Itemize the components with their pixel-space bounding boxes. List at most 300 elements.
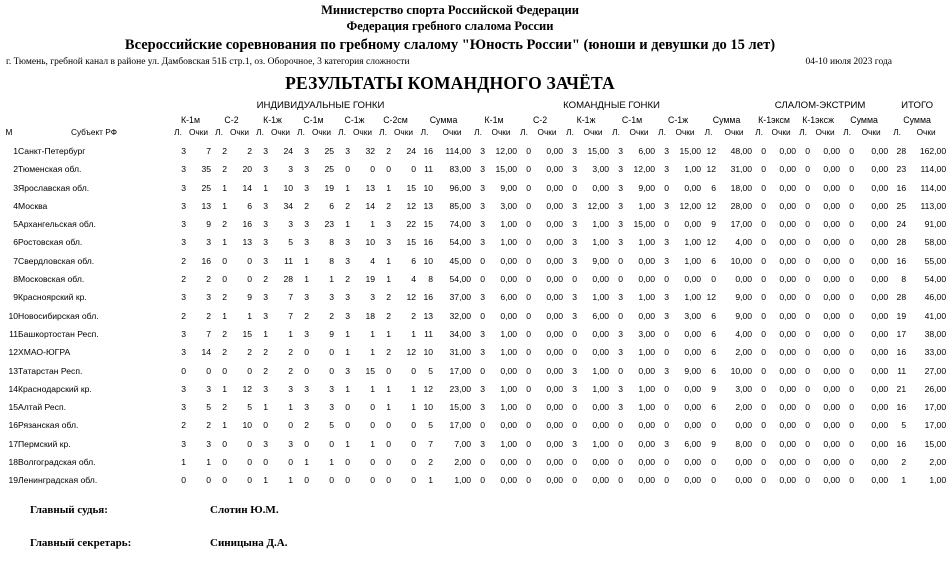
cell-individual: 0 xyxy=(206,475,211,486)
cell-individual-sum: 11 xyxy=(424,164,433,175)
cell-extreme: 0 xyxy=(805,200,811,211)
cell-individual: 0 xyxy=(222,457,227,468)
cell-extreme-sum: 0 xyxy=(849,182,855,193)
cell-individual-sum: 37,00 xyxy=(449,292,472,303)
cell-total: 91,00 xyxy=(924,219,946,230)
cell-individual: 2 xyxy=(304,420,309,431)
table-row xyxy=(0,142,946,160)
cell-individual: 6 xyxy=(411,255,416,266)
cell-individual: 3 xyxy=(304,146,309,156)
sub-l-1: Л. xyxy=(174,127,182,137)
cell-team-sum: 0,00 xyxy=(735,475,753,486)
cell-extreme: 0 xyxy=(805,237,811,248)
cell-team: 0,00 xyxy=(638,365,656,376)
cell-extreme: 0,00 xyxy=(779,365,797,376)
cell-extreme: 0,00 xyxy=(823,328,841,339)
cell-extreme: 0 xyxy=(761,164,767,175)
cell-team-sum: 12 xyxy=(706,146,717,156)
cell-team: 0 xyxy=(526,365,532,376)
cell-total: 41,00 xyxy=(924,310,946,321)
cell-team-sum: 6 xyxy=(711,402,717,413)
cell-team: 0,00 xyxy=(592,328,610,339)
cell-extreme-sum: 0 xyxy=(849,164,855,175)
cell-individual: 2 xyxy=(304,310,309,321)
cell-extreme-sum: 0 xyxy=(849,328,855,339)
sub-pts-16: Очки xyxy=(861,127,881,137)
cell-individual: 0 xyxy=(386,438,391,449)
sub-l-14: Л. xyxy=(755,127,763,137)
cell-team: 0 xyxy=(480,310,486,321)
cell-team-sum: 0,00 xyxy=(735,420,753,431)
cell-extreme-sum: 0,00 xyxy=(871,237,889,248)
cell-individual: 1 xyxy=(288,328,293,339)
document-header xyxy=(0,0,900,56)
row-rank: 13 xyxy=(8,365,18,376)
cell-team: 1,00 xyxy=(684,237,702,248)
cell-team: 0,00 xyxy=(592,274,610,285)
cell-team: 0 xyxy=(526,328,532,339)
row-rank: 12 xyxy=(8,347,18,358)
cell-individual-sum: 17,00 xyxy=(449,365,472,376)
cell-team: 3 xyxy=(618,146,624,156)
cell-individual: 0 xyxy=(329,475,334,486)
cell-individual: 9 xyxy=(329,328,334,339)
cell-individual: 0 xyxy=(222,475,227,486)
cell-individual: 0 xyxy=(263,457,268,468)
cell-extreme: 0 xyxy=(761,328,767,339)
cell-individual: 16 xyxy=(201,255,211,266)
cell-team: 0,00 xyxy=(546,310,564,321)
cell-individual: 1 xyxy=(222,237,227,248)
table-row xyxy=(0,252,946,270)
cell-team-sum: 12 xyxy=(706,164,717,175)
discipline-team-c1zh: С-1ж xyxy=(668,115,689,125)
cell-extreme: 0 xyxy=(761,200,767,211)
cell-extreme: 0,00 xyxy=(779,475,797,486)
cell-team: 0,00 xyxy=(500,457,518,468)
cell-individual: 3 xyxy=(329,292,334,303)
cell-team: 3 xyxy=(618,383,624,394)
cell-individual: 2 xyxy=(345,200,350,211)
cell-total: 8 xyxy=(901,274,907,285)
cell-total: 1,00 xyxy=(929,475,946,486)
cell-individual: 3 xyxy=(181,146,186,156)
event-title: Всероссийские соревнования по гребному слалому "Юность России" (юноши и девушки до 15 лет) xyxy=(124,37,776,53)
discipline-team-c2: С-2 xyxy=(532,115,548,125)
cell-individual-sum: 17,00 xyxy=(449,420,472,431)
cell-individual: 5 xyxy=(206,402,211,413)
cell-total: 16 xyxy=(896,438,907,449)
cell-team: 0 xyxy=(618,475,624,486)
cell-team: 12,00 xyxy=(679,200,702,211)
discipline-total-sum: Сумма xyxy=(903,115,931,125)
cell-individual: 3 xyxy=(370,292,375,303)
sub-pts-10: Очки xyxy=(583,127,603,137)
cell-individual: 23 xyxy=(324,219,334,230)
cell-extreme: 0,00 xyxy=(823,237,841,248)
cell-team: 0 xyxy=(664,328,670,339)
cell-individual-sum: 83,00 xyxy=(449,164,472,175)
cell-team: 0 xyxy=(526,402,532,413)
cell-individual: 3 xyxy=(263,146,268,156)
sub-pts-13: Очки xyxy=(724,127,744,137)
cell-individual: 0 xyxy=(181,475,186,486)
table-row xyxy=(0,179,946,197)
cell-team: 3 xyxy=(618,402,624,413)
cell-extreme: 0 xyxy=(805,164,811,175)
cell-individual: 0 xyxy=(345,475,350,486)
cell-team: 1,00 xyxy=(500,347,518,358)
cell-individual: 13 xyxy=(365,182,375,193)
cell-team: 9,00 xyxy=(500,182,518,193)
cell-extreme-sum: 0 xyxy=(849,402,855,413)
cell-individual: 0 xyxy=(345,402,350,413)
cell-team: 0,00 xyxy=(684,402,702,413)
row-region: Ленинградская обл. xyxy=(18,475,98,486)
cell-individual-sum: 54,00 xyxy=(449,237,472,248)
cell-individual-sum: 15 xyxy=(423,219,433,230)
cell-team: 0,00 xyxy=(638,310,656,321)
cell-extreme-sum: 0,00 xyxy=(871,457,889,468)
cell-extreme: 0 xyxy=(761,310,767,321)
cell-team: 3 xyxy=(572,255,578,266)
cell-extreme-sum: 0 xyxy=(849,200,855,211)
cell-individual: 0 xyxy=(345,420,350,431)
cell-individual: 19 xyxy=(324,182,334,193)
cell-team-sum: 12 xyxy=(706,200,717,211)
cell-extreme: 0,00 xyxy=(779,402,797,413)
cell-total: 1 xyxy=(901,475,907,486)
cell-total: 25 xyxy=(896,200,907,211)
cell-team: 12,00 xyxy=(633,164,656,175)
cell-individual: 1 xyxy=(345,182,350,193)
row-region: Татарстан Респ. xyxy=(18,365,83,376)
table-row xyxy=(0,160,946,178)
cell-individual: 0 xyxy=(263,420,268,431)
discipline-ext-k1ekszh: К-1эксж xyxy=(802,115,834,125)
cell-individual: 2 xyxy=(222,347,227,358)
cell-individual: 3 xyxy=(263,438,268,449)
cell-individual: 3 xyxy=(288,438,293,449)
sub-l-2: Л. xyxy=(215,127,223,137)
cell-extreme-sum: 0 xyxy=(849,457,855,468)
cell-individual: 0 xyxy=(247,255,252,266)
cell-individual: 1 xyxy=(370,383,375,394)
cell-team: 6,00 xyxy=(684,438,702,449)
row-region: Новосибирская обл. xyxy=(18,310,99,321)
cell-team: 3 xyxy=(664,255,670,266)
cell-team: 1,00 xyxy=(638,402,656,413)
cell-individual: 15 xyxy=(365,365,375,376)
cell-extreme-sum: 0 xyxy=(849,146,855,156)
cell-individual-sum: 15,00 xyxy=(449,402,472,413)
row-rank: 10 xyxy=(8,310,18,321)
cell-team-sum: 48,00 xyxy=(730,146,753,156)
cell-individual: 1 xyxy=(288,402,293,413)
cell-extreme: 0,00 xyxy=(779,383,797,394)
cell-individual: 25 xyxy=(324,146,334,156)
row-region: Красноярский кр. xyxy=(18,292,87,303)
sub-l-6: Л. xyxy=(379,127,387,137)
row-region: Свердловская обл. xyxy=(18,255,95,266)
cell-individual: 22 xyxy=(406,219,416,230)
cell-team: 3 xyxy=(664,438,670,449)
table-row xyxy=(0,416,946,434)
cell-individual: 3 xyxy=(206,237,211,248)
cell-individual: 0 xyxy=(411,438,416,449)
cell-individual: 0 xyxy=(304,365,309,376)
cell-team: 0,00 xyxy=(500,255,518,266)
cell-individual: 3 xyxy=(345,237,350,248)
sub-pts-14: Очки xyxy=(771,127,791,137)
row-region: Рязанская обл. xyxy=(18,420,79,431)
cell-individual-sum: 10 xyxy=(423,402,433,413)
cell-individual: 3 xyxy=(304,237,309,248)
discipline-ind-k1zh: К-1ж xyxy=(263,115,282,125)
sub-pts-4: Очки xyxy=(311,127,332,137)
row-rank: 1 xyxy=(13,146,18,156)
cell-team: 0,00 xyxy=(546,274,564,285)
discipline-ext-k1eksm: К-1эксм xyxy=(758,115,790,125)
cell-individual: 13 xyxy=(201,200,211,211)
cell-team: 0,00 xyxy=(546,347,564,358)
discipline-ext-sum: Сумма xyxy=(850,115,878,125)
cell-individual: 0 xyxy=(329,438,334,449)
cell-extreme: 0,00 xyxy=(823,292,841,303)
cell-team: 1,00 xyxy=(592,219,610,230)
cell-individual: 3 xyxy=(181,383,186,394)
cell-extreme: 0 xyxy=(805,475,811,486)
cell-individual: 3 xyxy=(181,219,186,230)
cell-team: 0,00 xyxy=(638,457,656,468)
cell-individual: 0 xyxy=(411,164,416,175)
cell-team: 3 xyxy=(480,200,486,211)
cell-individual: 0 xyxy=(304,438,309,449)
cell-team: 0 xyxy=(572,420,578,431)
cell-team-sum: 0,00 xyxy=(735,274,753,285)
cell-individual-sum: 16 xyxy=(423,146,433,156)
cell-extreme: 0,00 xyxy=(779,328,797,339)
cell-individual: 1 xyxy=(222,182,227,193)
cell-team: 0,00 xyxy=(500,475,518,486)
cell-team: 0 xyxy=(618,255,624,266)
cell-team: 15,00 xyxy=(679,146,702,156)
cell-individual: 1 xyxy=(222,200,227,211)
cell-team: 0,00 xyxy=(546,255,564,266)
cell-team: 3 xyxy=(480,292,486,303)
cell-total: 38,00 xyxy=(924,328,946,339)
cell-extreme: 0,00 xyxy=(823,347,841,358)
cell-team: 1,00 xyxy=(592,292,610,303)
cell-team: 0 xyxy=(526,146,532,156)
cell-individual: 1 xyxy=(370,438,375,449)
cell-team: 0,00 xyxy=(638,475,656,486)
cell-extreme-sum: 0,00 xyxy=(871,310,889,321)
cell-individual: 12 xyxy=(406,200,416,211)
cell-team: 0 xyxy=(618,420,624,431)
table-row xyxy=(0,215,946,233)
table-row xyxy=(0,380,946,398)
cell-team: 0,00 xyxy=(546,219,564,230)
cell-individual-sum: 96,00 xyxy=(449,182,472,193)
cell-team: 0 xyxy=(526,457,532,468)
cell-total: 24 xyxy=(896,219,907,230)
cell-total: 114,00 xyxy=(920,164,946,175)
cell-team-sum: 2,00 xyxy=(735,402,753,413)
cell-individual: 0 xyxy=(329,365,334,376)
cell-team: 0,00 xyxy=(592,402,610,413)
cell-team-sum: 31,00 xyxy=(730,164,753,175)
cell-extreme: 0,00 xyxy=(823,365,841,376)
cell-individual: 0 xyxy=(411,420,416,431)
cell-team: 1,00 xyxy=(500,219,518,230)
cell-team: 0 xyxy=(526,200,532,211)
table-row xyxy=(0,362,946,380)
cell-extreme-sum: 0 xyxy=(849,475,855,486)
cell-extreme: 0 xyxy=(805,438,811,449)
group-total: ИТОГО xyxy=(901,100,934,111)
row-rank: 3 xyxy=(13,182,18,193)
cell-individual-sum: 10 xyxy=(423,182,433,193)
cell-individual: 2 xyxy=(386,310,391,321)
cell-team: 0,00 xyxy=(546,420,564,431)
cell-team: 3 xyxy=(618,347,624,358)
cell-extreme: 0 xyxy=(805,146,811,156)
cell-individual: 0 xyxy=(222,255,227,266)
cell-team: 3 xyxy=(618,200,624,211)
discipline-ind-c2: С-2 xyxy=(224,115,239,125)
row-rank: 6 xyxy=(13,237,18,248)
cell-individual: 4 xyxy=(411,274,416,285)
cell-individual-sum: 16 xyxy=(423,292,433,303)
table-row xyxy=(0,288,946,306)
cell-individual: 3 xyxy=(329,383,334,394)
cell-individual: 3 xyxy=(206,292,211,303)
cell-team: 1,00 xyxy=(592,383,610,394)
cell-extreme: 0 xyxy=(805,310,811,321)
sub-pts-7: Очки xyxy=(442,127,462,137)
cell-extreme-sum: 0 xyxy=(849,420,855,431)
row-rank: 7 xyxy=(13,255,18,266)
cell-individual: 1 xyxy=(206,457,211,468)
cell-individual: 1 xyxy=(386,274,391,285)
cell-extreme: 0 xyxy=(761,475,767,486)
cell-team: 0 xyxy=(480,255,486,266)
cell-total: 15,00 xyxy=(924,438,946,449)
cell-extreme: 0 xyxy=(761,457,767,468)
cell-extreme: 0,00 xyxy=(823,255,841,266)
row-rank: 8 xyxy=(13,274,18,285)
cell-total: 113,00 xyxy=(920,200,946,211)
cell-team: 0 xyxy=(526,310,532,321)
cell-individual: 2 xyxy=(222,164,227,175)
cell-team: 1,00 xyxy=(684,292,702,303)
cell-team: 3 xyxy=(664,164,670,175)
cell-team: 0 xyxy=(664,347,670,358)
group-extreme: СЛАЛОМ-ЭКСТРИМ xyxy=(774,100,866,111)
sub-l-4: Л. xyxy=(297,127,305,137)
cell-individual: 0 xyxy=(247,475,252,486)
row-rank: 19 xyxy=(8,475,18,486)
cell-total: 2,00 xyxy=(929,457,946,468)
cell-team: 0 xyxy=(618,310,624,321)
table-header xyxy=(0,96,946,142)
sub-pts-1: Очки xyxy=(188,127,209,137)
row-rank: 11 xyxy=(9,328,18,339)
cell-extreme: 0 xyxy=(761,274,767,285)
cell-individual: 1 xyxy=(386,383,391,394)
cell-individual: 3 xyxy=(288,219,293,230)
cell-team: 0,00 xyxy=(546,182,564,193)
sub-l-10: Л. xyxy=(566,127,574,137)
cell-individual: 12 xyxy=(406,292,416,303)
cell-team-sum: 28,00 xyxy=(730,200,753,211)
cell-team: 3 xyxy=(572,292,578,303)
cell-individual: 3 xyxy=(263,219,268,230)
cell-individual-sum: 45,00 xyxy=(449,255,472,266)
cell-team: 0,00 xyxy=(684,219,702,230)
cell-individual: 2 xyxy=(206,420,211,431)
cell-team: 1,00 xyxy=(638,347,656,358)
cell-team: 0,00 xyxy=(684,475,702,486)
cell-team: 0,00 xyxy=(592,420,610,431)
cell-individual: 2 xyxy=(411,310,416,321)
cell-individual: 15 xyxy=(406,237,416,248)
cell-total: 17,00 xyxy=(924,420,946,431)
sub-l-9: Л. xyxy=(520,127,528,137)
cell-individual: 3 xyxy=(181,328,186,339)
sub-pts-3: Очки xyxy=(270,127,291,137)
cell-individual: 0 xyxy=(329,347,334,358)
sub-pts-9: Очки xyxy=(537,127,557,137)
cell-team-sum: 6 xyxy=(711,310,717,321)
ministry-line: Министерство спорта Российской Федерации xyxy=(321,3,579,17)
cell-individual: 0 xyxy=(345,457,350,468)
cell-extreme: 0,00 xyxy=(823,164,841,175)
cell-extreme: 0,00 xyxy=(779,182,797,193)
cell-individual: 20 xyxy=(242,164,252,175)
cell-individual: 3 xyxy=(386,219,391,230)
cell-team: 3 xyxy=(572,365,578,376)
cell-individual: 0 xyxy=(411,365,416,376)
cell-team: 0 xyxy=(480,274,486,285)
cell-extreme-sum: 0,00 xyxy=(871,255,889,266)
cell-individual: 2 xyxy=(222,219,227,230)
cell-individual: 18 xyxy=(365,310,375,321)
cell-individual: 7 xyxy=(206,328,211,339)
cell-individual: 0 xyxy=(222,365,227,376)
cell-team: 3 xyxy=(572,383,578,394)
discipline-team-sum: Сумма xyxy=(712,115,741,125)
cell-extreme-sum: 0 xyxy=(849,310,855,321)
cell-extreme-sum: 0 xyxy=(849,438,855,449)
cell-individual: 5 xyxy=(288,237,293,248)
cell-team: 1,00 xyxy=(500,383,518,394)
cell-team: 0,00 xyxy=(592,182,610,193)
cell-individual: 3 xyxy=(206,383,211,394)
cell-team: 0 xyxy=(572,274,578,285)
subheader-row xyxy=(0,127,946,142)
cell-team: 0 xyxy=(480,365,486,376)
cell-individual: 3 xyxy=(263,200,268,211)
cell-team: 0 xyxy=(572,328,578,339)
cell-team: 0,00 xyxy=(546,328,564,339)
cell-extreme: 0 xyxy=(805,274,811,285)
cell-individual-sum: 34,00 xyxy=(449,328,472,339)
cell-extreme-sum: 0,00 xyxy=(871,146,889,156)
cell-team: 3 xyxy=(664,200,670,211)
table-row xyxy=(0,270,946,288)
